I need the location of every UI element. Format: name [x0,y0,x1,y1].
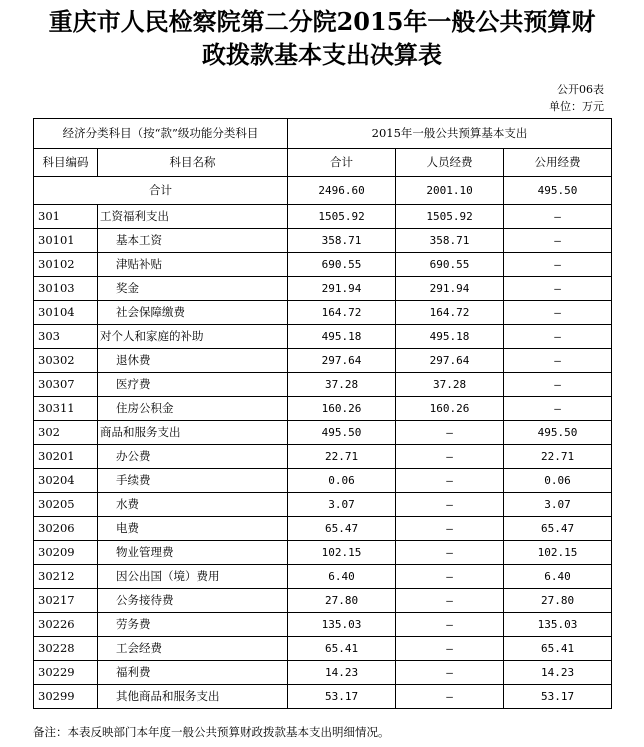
row-personnel: — [396,517,504,541]
row-public: 53.17 [504,685,612,709]
row-total: 27.80 [288,589,396,613]
row-total: 495.18 [288,325,396,349]
row-total: 135.03 [288,613,396,637]
row-name: 工会经费 [98,637,288,661]
row-code: 30209 [34,541,98,565]
row-name: 基本工资 [98,229,288,253]
row-personnel: 291.94 [396,277,504,301]
row-name: 手续费 [98,469,288,493]
row-public: 495.50 [504,421,612,445]
row-total: 53.17 [288,685,396,709]
row-code: 30229 [34,661,98,685]
row-name: 水费 [98,493,288,517]
row-name: 商品和服务支出 [98,421,288,445]
row-total: 102.15 [288,541,396,565]
row-code: 30226 [34,613,98,637]
row-code: 30311 [34,397,98,421]
total-personnel: 2001.10 [396,177,504,205]
table-row [34,685,612,709]
header-economic-classification: 经济分类科目（按“款”级功能分类科目 [34,119,288,149]
row-total: 495.50 [288,421,396,445]
row-personnel: — [396,469,504,493]
header-name: 科目名称 [98,149,288,177]
row-personnel: — [396,541,504,565]
row-name: 社会保障缴费 [98,301,288,325]
row-total: 358.71 [288,229,396,253]
row-name: 奖金 [98,277,288,301]
table-row [34,493,612,517]
row-code: 30104 [34,301,98,325]
row-code: 303 [34,325,98,349]
row-public: — [504,205,612,229]
row-public: 6.40 [504,565,612,589]
row-personnel: — [396,565,504,589]
row-code: 30212 [34,565,98,589]
table-row [34,325,612,349]
row-public: — [504,301,612,325]
row-name: 津贴补贴 [98,253,288,277]
row-code: 30102 [34,253,98,277]
row-name: 退休费 [98,349,288,373]
row-total: 22.71 [288,445,396,469]
row-personnel: — [396,637,504,661]
row-personnel: 160.26 [396,397,504,421]
row-public: 22.71 [504,445,612,469]
row-public: — [504,397,612,421]
row-code: 30228 [34,637,98,661]
row-personnel: 358.71 [396,229,504,253]
row-code: 30217 [34,589,98,613]
table-row [34,637,612,661]
header-code: 科目编码 [34,149,98,177]
row-personnel: 495.18 [396,325,504,349]
row-code: 30205 [34,493,98,517]
row-public: — [504,325,612,349]
total-row [34,177,612,205]
row-total: 14.23 [288,661,396,685]
table-row [34,421,612,445]
row-total: 65.47 [288,517,396,541]
row-total: 160.26 [288,397,396,421]
row-total: 690.55 [288,253,396,277]
page-title-line1: 重庆市人民检察院第二分院2015年一般公共预算财 [48,7,596,36]
row-name: 电费 [98,517,288,541]
row-personnel: 690.55 [396,253,504,277]
row-personnel: — [396,661,504,685]
row-personnel: — [396,445,504,469]
row-total: 291.94 [288,277,396,301]
row-public: 65.41 [504,637,612,661]
row-personnel: 1505.92 [396,205,504,229]
table-row [34,613,612,637]
row-code: 30204 [34,469,98,493]
row-personnel: — [396,589,504,613]
row-public: — [504,253,612,277]
row-total: 164.72 [288,301,396,325]
row-code: 30103 [34,277,98,301]
total-public: 495.50 [504,177,612,205]
table-row [34,469,612,493]
row-personnel: — [396,613,504,637]
page-title-line2: 政拨款基本支出决算表 [202,40,442,69]
unit-label: 单位：万元 [549,100,604,113]
row-personnel: — [396,685,504,709]
row-name: 住房公积金 [98,397,288,421]
row-public: 135.03 [504,613,612,637]
table-number: 公开06表 [557,83,604,96]
row-total: 297.64 [288,349,396,373]
row-name: 工资福利支出 [98,205,288,229]
row-code: 30201 [34,445,98,469]
row-name: 办公费 [98,445,288,469]
row-personnel: 37.28 [396,373,504,397]
row-name: 劳务费 [98,613,288,637]
row-public: 3.07 [504,493,612,517]
row-code: 30206 [34,517,98,541]
expenditure-table [33,118,612,709]
row-total: 3.07 [288,493,396,517]
row-code: 30101 [34,229,98,253]
row-total: 0.06 [288,469,396,493]
row-public: — [504,373,612,397]
row-public: 65.47 [504,517,612,541]
row-public: — [504,277,612,301]
header-personnel: 人员经费 [396,149,504,177]
row-name: 物业管理费 [98,541,288,565]
table-row [34,229,612,253]
row-public: 102.15 [504,541,612,565]
table-row [34,517,612,541]
table-row [34,661,612,685]
total-total: 2496.60 [288,177,396,205]
row-name: 医疗费 [98,373,288,397]
table-row [34,277,612,301]
total-label: 合计 [34,177,288,205]
header-row-columns [34,149,612,177]
header-row-group [34,119,612,149]
row-public: 27.80 [504,589,612,613]
table-row [34,205,612,229]
row-public: — [504,229,612,253]
row-total: 6.40 [288,565,396,589]
table-row [34,349,612,373]
table-row [34,373,612,397]
row-public: 14.23 [504,661,612,685]
row-personnel: — [396,421,504,445]
table-row [34,397,612,421]
row-personnel: 297.64 [396,349,504,373]
table-row [34,253,612,277]
row-personnel: — [396,493,504,517]
table-row [34,445,612,469]
row-public: — [504,349,612,373]
row-personnel: 164.72 [396,301,504,325]
header-public: 公用经费 [504,149,612,177]
table-row [34,541,612,565]
row-name: 对个人和家庭的补助 [98,325,288,349]
row-public: 0.06 [504,469,612,493]
footnote: 备注：本表反映部门本年度一般公共预算财政拨款基本支出明细情况。 [33,725,390,739]
row-code: 301 [34,205,98,229]
row-total: 65.41 [288,637,396,661]
table-row [34,565,612,589]
table-row [34,301,612,325]
row-name: 公务接待费 [98,589,288,613]
row-total: 37.28 [288,373,396,397]
row-code: 302 [34,421,98,445]
row-code: 30307 [34,373,98,397]
header-basic-expenditure: 2015年一般公共预算基本支出 [288,119,612,149]
row-name: 其他商品和服务支出 [98,685,288,709]
row-name: 福利费 [98,661,288,685]
row-code: 30302 [34,349,98,373]
row-code: 30299 [34,685,98,709]
row-total: 1505.92 [288,205,396,229]
row-name: 因公出国（境）费用 [98,565,288,589]
table-row [34,589,612,613]
header-total: 合计 [288,149,396,177]
